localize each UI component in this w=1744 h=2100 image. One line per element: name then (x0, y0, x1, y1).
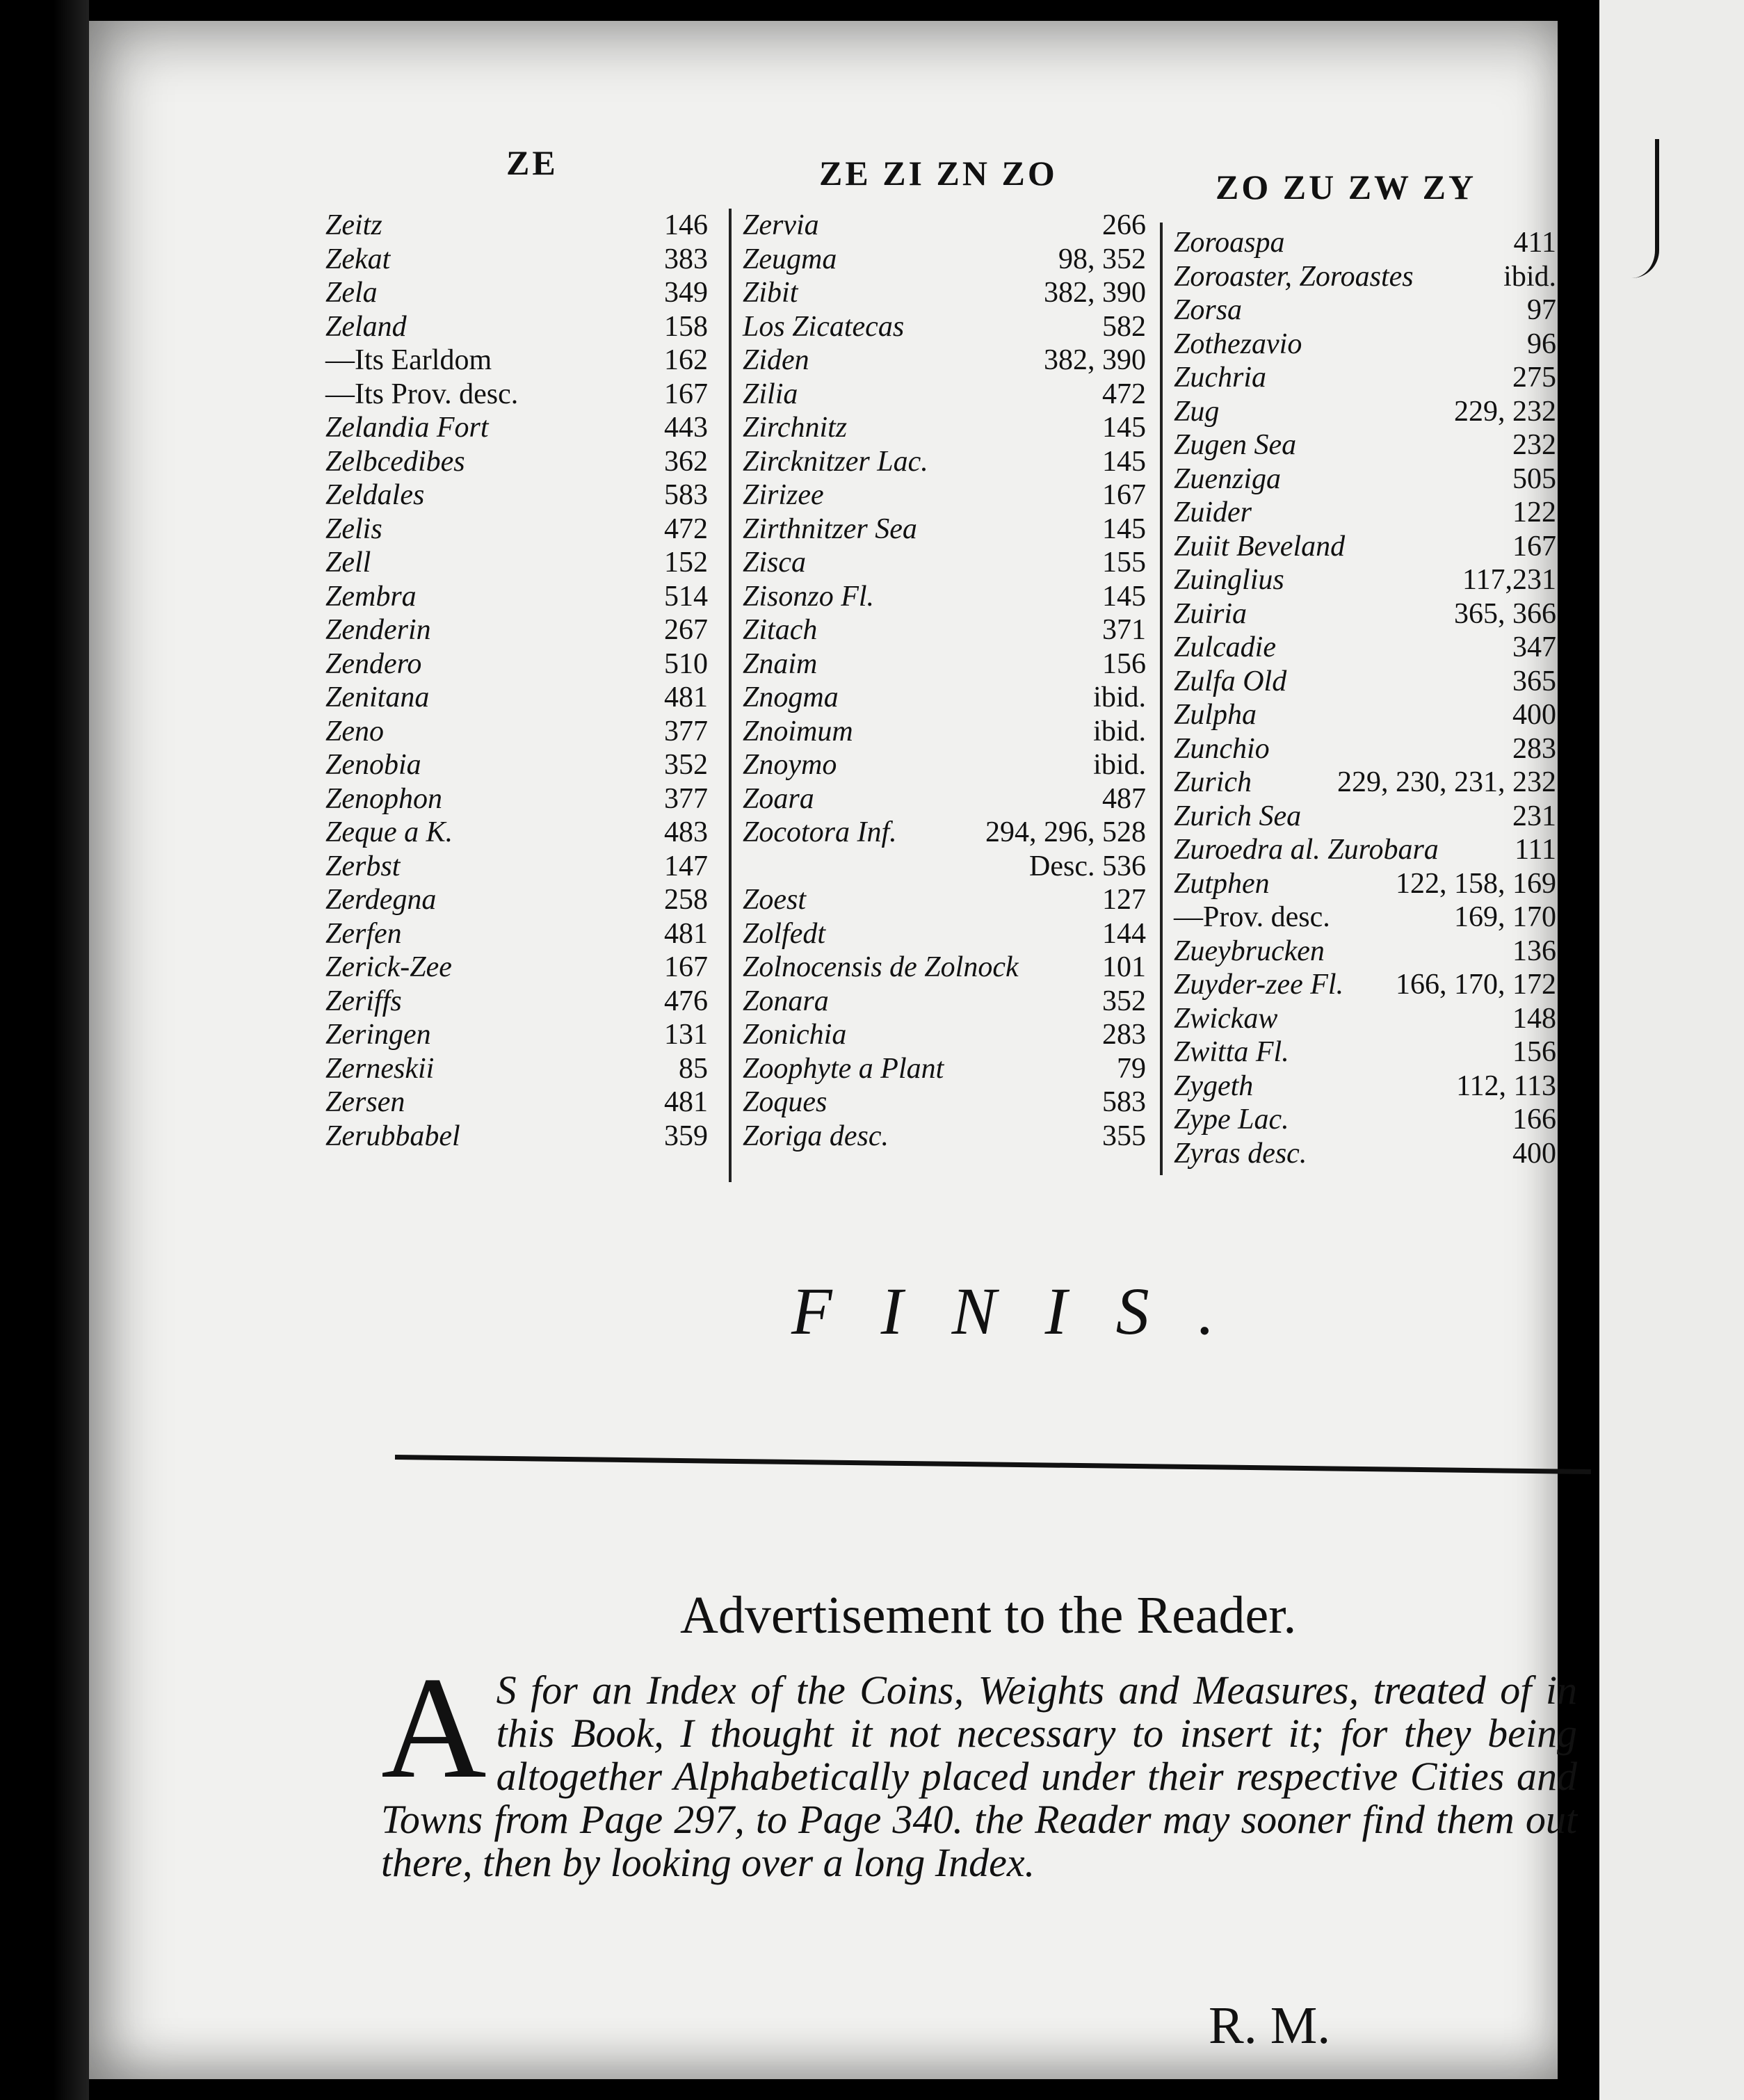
index-entry-name: Zelis (325, 512, 382, 545)
index-entry-page: 583 (664, 479, 708, 511)
index-entry-name: Zircknitzer Lac. (743, 445, 928, 478)
index-entry-name: Zeland (325, 310, 407, 343)
index-entry-name: Zueybrucken (1174, 935, 1325, 967)
index-entry (743, 344, 1146, 378)
index-entry-page: 146 (664, 209, 708, 241)
index-entry-page: 505 (1512, 462, 1556, 495)
index-entry-page: 155 (1102, 547, 1146, 579)
index-entry-name: Zulfa Old (1174, 665, 1287, 697)
index-entry-page: 158 (664, 310, 708, 343)
index-entry (743, 411, 1146, 445)
column-divider (1160, 223, 1163, 1175)
index-column-2 (743, 209, 1146, 1153)
index-entry-page: 514 (664, 580, 708, 613)
index-entry (325, 478, 708, 512)
index-entry-page: 98, 352 (1058, 243, 1146, 275)
index-entry-name: Zwickaw (1174, 1002, 1278, 1035)
index-entry-name: Zoest (743, 884, 807, 916)
index-entry-page: 148 (1512, 1002, 1556, 1035)
index-entry-page: 167 (1102, 479, 1146, 511)
index-entry (1174, 900, 1556, 935)
index-entry (325, 310, 708, 344)
index-entry-name: Zuyder-zee Fl. (1174, 969, 1344, 1001)
index-entry (1174, 328, 1556, 362)
index-entry-page: 266 (1102, 209, 1146, 241)
index-entry (743, 850, 1146, 884)
index-entry-name: Zulcadie (1174, 631, 1276, 663)
index-entry-page: 352 (664, 749, 708, 781)
index-entry-name: Zendero (325, 647, 422, 680)
index-entry (1174, 968, 1556, 1002)
index-entry (325, 613, 708, 647)
index-entry (743, 782, 1146, 816)
index-entry-page: 156 (1512, 1036, 1556, 1068)
index-entry (1174, 293, 1556, 328)
index-entry-name: Zirizee (743, 479, 824, 511)
index-entry-name: Zersen (325, 1086, 405, 1118)
index-entry-page: 377 (664, 782, 708, 815)
index-entry-name: Zoroaster, Zoroastes (1174, 260, 1414, 293)
index-entry-page: 294, 296, 528 (985, 816, 1146, 848)
index-entry-name: Zype Lac. (1174, 1104, 1289, 1136)
index-entry (1174, 395, 1556, 429)
index-entry-page: 583 (1102, 1086, 1146, 1118)
index-entry (325, 985, 708, 1019)
index-entry (743, 1018, 1146, 1052)
index-entry-page: 362 (664, 445, 708, 478)
index-entry-page: 145 (1102, 580, 1146, 613)
index-entry-page: 347 (1512, 631, 1556, 663)
index-entry-page: 371 (1102, 614, 1146, 646)
index-entry-page: 229, 232 (1454, 395, 1556, 428)
index-entry-name: Zibit (743, 277, 798, 309)
index-entry-page: 166, 170, 172 (1396, 969, 1556, 1001)
index-entry (325, 883, 708, 917)
index-entry (1174, 563, 1556, 597)
index-entry (743, 512, 1146, 547)
index-entry (743, 209, 1146, 243)
index-entry-name: Zervia (743, 209, 819, 241)
index-entry-name: Zoophyte a Plant (743, 1052, 944, 1085)
index-entry-name: Zoriga desc. (743, 1120, 889, 1152)
index-entry-name: Zela (325, 277, 378, 309)
index-entry-name: —Its Prov. desc. (325, 378, 519, 410)
index-entry (743, 1120, 1146, 1154)
index-entry (1174, 1002, 1556, 1036)
index-entry-page: 481 (664, 681, 708, 713)
index-entry-name: Zenobia (325, 749, 421, 781)
index-entry-page: 96 (1527, 328, 1556, 360)
index-entry-page: 481 (664, 917, 708, 950)
index-entry-page: 383 (664, 243, 708, 275)
index-entry (743, 883, 1146, 917)
index-entry-page: 111 (1515, 834, 1556, 866)
index-entry-name: Zuroedra al. Zurobara (1174, 834, 1439, 866)
index-entry-page: 144 (1102, 917, 1146, 950)
index-entry-name: Zuider (1174, 496, 1252, 528)
index-entry (325, 580, 708, 614)
index-entry-name: Zurich (1174, 766, 1252, 798)
index-entry (743, 613, 1146, 647)
index-entry (1174, 428, 1556, 462)
index-entry (325, 917, 708, 951)
index-entry-name: Zwitta Fl. (1174, 1036, 1289, 1068)
advertisement-title: Advertisement to the Reader. (680, 1586, 1297, 1645)
index-entry-page: ibid. (1093, 681, 1146, 713)
index-entry (1174, 698, 1556, 732)
index-entry-name: Los Zicatecas (743, 310, 905, 343)
index-entry-page: 169, 170 (1454, 901, 1556, 933)
index-entry-name: Zenitana (325, 681, 430, 713)
index-entry-page: 167 (1512, 530, 1556, 563)
index-entry-name: Zug (1174, 395, 1220, 428)
index-entry (1174, 833, 1556, 867)
index-entry (1174, 1137, 1556, 1171)
index-entry (325, 850, 708, 884)
index-entry (1174, 935, 1556, 969)
index-entry-page: 349 (664, 277, 708, 309)
index-entry (325, 951, 708, 985)
facing-page-mark (1613, 139, 1659, 278)
index-entry-name: Zorsa (1174, 294, 1243, 326)
index-entry-name: Zerdegna (325, 884, 437, 916)
finis-heading: FINIS. (791, 1274, 1263, 1348)
index-entry (325, 681, 708, 715)
index-entry (325, 276, 708, 310)
signature: R. M. (1209, 1996, 1331, 2055)
index-entry-name: Zuiit Beveland (1174, 530, 1346, 563)
index-entry-page: 487 (1102, 782, 1146, 815)
index-entry-page: 166 (1512, 1104, 1556, 1136)
index-entry (325, 816, 708, 850)
index-entry (743, 816, 1146, 850)
index-entry (1174, 597, 1556, 631)
index-entry-name: Ziden (743, 344, 809, 376)
index-entry-name: Zuchria (1174, 362, 1267, 394)
index-entry-page: 97 (1527, 294, 1556, 326)
index-entry-name: Zembra (325, 580, 417, 613)
index-entry-name: Zutphen (1174, 867, 1270, 900)
index-entry (743, 917, 1146, 951)
index-entry-name: Zonara (743, 985, 829, 1017)
index-entry (325, 344, 708, 378)
index-entry-page: 283 (1102, 1019, 1146, 1051)
index-entry-page: 510 (664, 647, 708, 680)
index-entry (743, 310, 1146, 344)
index-entry-name: Zeldales (325, 479, 425, 511)
index-entry-name: Zeque a K. (325, 816, 453, 848)
index-column-1 (325, 209, 708, 1153)
index-entry-page: 232 (1512, 429, 1556, 461)
index-entry-page: 352 (1102, 985, 1146, 1017)
index-entry (743, 1085, 1146, 1120)
index-entry-page: 101 (1102, 951, 1146, 983)
index-entry (325, 209, 708, 243)
index-entry-page: ibid. (1093, 749, 1146, 781)
index-entry (325, 546, 708, 580)
index-entry (743, 748, 1146, 782)
index-entry-name: Zeitz (325, 209, 382, 241)
index-entry (743, 951, 1146, 985)
index-entry (743, 243, 1146, 277)
index-entry-page: 156 (1102, 647, 1146, 680)
index-entry-page: 267 (664, 614, 708, 646)
index-entry-name: Zyras desc. (1174, 1137, 1307, 1170)
index-entry (743, 681, 1146, 715)
index-entry-page: 443 (664, 412, 708, 444)
index-entry-name: Zeriffs (325, 985, 402, 1017)
index-entry-name: Zunchio (1174, 732, 1270, 765)
index-entry (325, 1120, 708, 1154)
index-entry-name: Zirchnitz (743, 412, 848, 444)
index-entry (743, 1052, 1146, 1086)
index-entry (325, 715, 708, 749)
index-entry (1174, 766, 1556, 800)
column-divider (729, 209, 732, 1182)
index-entry-name: —Its Earldom (325, 344, 492, 376)
index-entry-page: ibid. (1503, 260, 1556, 293)
index-entry-name: Zolnocensis de Zolnock (743, 951, 1019, 983)
index-entry (1174, 631, 1556, 665)
index-entry-page: 283 (1512, 732, 1556, 765)
index-entry-page: 79 (1117, 1052, 1146, 1085)
advertisement-text: S for an Index of the Coins, Weights and Measures, treated of in this Book, I thought it not necessary to insert it; for they being altogether Alphabetically placed under their respective Cities and Towns from Page 297, to Page 340. the Reader may sooner find them out there, then by looking over a long Index. (381, 1667, 1577, 1885)
index-entry-page: 117,231 (1462, 564, 1556, 596)
index-entry (325, 1052, 708, 1086)
index-entry-name: Zeugma (743, 243, 837, 275)
index-entry-page: 112, 113 (1456, 1069, 1556, 1102)
index-entry-name: Zisonzo Fl. (743, 580, 875, 613)
index-entry-page: 167 (664, 951, 708, 983)
index-entry-name: —Prov. desc. (1174, 901, 1330, 933)
index-entry (1174, 361, 1556, 395)
index-entry-name: Zeno (325, 715, 384, 748)
index-entry (325, 748, 708, 782)
index-entry (1174, 1069, 1556, 1104)
index-entry-page: 145 (1102, 512, 1146, 545)
index-entry-name: Zoroaspa (1174, 227, 1285, 259)
index-entry (1174, 867, 1556, 901)
header-middle: ZE ZI ZN ZO (819, 154, 1058, 193)
index-entry (743, 445, 1146, 479)
index-entry (1174, 226, 1556, 260)
index-entry-name: Zerfen (325, 917, 402, 950)
index-entry (743, 546, 1146, 580)
index-entry (743, 985, 1146, 1019)
index-entry-page: 377 (664, 715, 708, 748)
index-entry-name: Zygeth (1174, 1069, 1254, 1102)
index-entry-name: Zilia (743, 378, 798, 410)
index-entry-name: Zerbst (325, 850, 401, 882)
index-entry-name: Znogma (743, 681, 839, 713)
index-entry (325, 445, 708, 479)
index-entry-page: 231 (1512, 800, 1556, 832)
index-entry-page: Desc. 536 (1029, 850, 1146, 882)
index-entry (1174, 1035, 1556, 1069)
drop-cap: A (381, 1647, 487, 1809)
index-entry-name: Zolfedt (743, 917, 826, 950)
index-entry-page: 472 (664, 512, 708, 545)
index-entry (1174, 732, 1556, 766)
index-entry-page: 400 (1512, 699, 1556, 731)
header-left: ZE (506, 143, 558, 182)
index-entry (743, 478, 1146, 512)
index-entry-page: 147 (664, 850, 708, 882)
index-entry-page: 127 (1102, 884, 1146, 916)
index-entry-name: Zugen Sea (1174, 429, 1297, 461)
index-entry-page: 258 (664, 884, 708, 916)
left-margin-shadow (0, 0, 89, 2100)
index-entry-page: 229, 230, 231, 232 (1337, 766, 1556, 798)
index-entry-page: 152 (664, 547, 708, 579)
index-entry-name: Zoques (743, 1086, 827, 1118)
index-entry-name: Zitach (743, 614, 818, 646)
index-entry-page: 85 (679, 1052, 708, 1085)
index-entry-page: 472 (1102, 378, 1146, 410)
index-entry-name: Zeringen (325, 1019, 431, 1051)
index-entry (325, 1018, 708, 1052)
index-entry-name: Znaim (743, 647, 818, 680)
index-entry (325, 512, 708, 547)
index-entry-page: 382, 390 (1044, 277, 1146, 309)
index-entry-name: Znoymo (743, 749, 837, 781)
index-entry-name: Zirthnitzer Sea (743, 512, 917, 545)
index-entry (325, 378, 708, 412)
index-column-3 (1174, 226, 1556, 1170)
index-entry-page: 355 (1102, 1120, 1146, 1152)
index-entry-page: 145 (1102, 412, 1146, 444)
index-entry (325, 243, 708, 277)
index-entry-page: 145 (1102, 445, 1146, 478)
index-entry-page: 481 (664, 1086, 708, 1118)
book-page (89, 21, 1577, 2079)
index-entry (743, 715, 1146, 749)
index-entry-name: Zoara (743, 782, 814, 815)
index-entry-page: 365 (1512, 665, 1556, 697)
index-entry (325, 411, 708, 445)
index-entry-name: Zenophon (325, 782, 442, 815)
index-entry-page: 359 (664, 1120, 708, 1152)
index-entry-name: Zurich Sea (1174, 800, 1302, 832)
index-entry (1174, 496, 1556, 530)
index-entry (1174, 800, 1556, 834)
index-entry (1174, 1103, 1556, 1137)
index-entry (325, 1085, 708, 1120)
index-entry-name: Zulpha (1174, 699, 1257, 731)
horizontal-rule (395, 1455, 1591, 1474)
facing-page-edge (1599, 0, 1744, 2100)
index-entry-name: Zuiria (1174, 597, 1248, 630)
index-entry (743, 647, 1146, 681)
index-entry-name: Zerubbabel (325, 1120, 460, 1152)
index-entry-name: Zocotora Inf. (743, 816, 897, 848)
index-entry (1174, 462, 1556, 496)
header-right: ZO ZU ZW ZY (1216, 168, 1477, 207)
index-entry-name: Zisca (743, 547, 807, 579)
index-entry-name: Znoimum (743, 715, 853, 748)
index-entry (1174, 530, 1556, 564)
index-entry-page: ibid. (1093, 715, 1146, 748)
index-entry-page: 411 (1513, 227, 1556, 259)
index-entry-page: 136 (1512, 935, 1556, 967)
index-entry-name: Zekat (325, 243, 391, 275)
index-entry-page: 167 (664, 378, 708, 410)
index-entry (743, 276, 1146, 310)
index-entry-name: Zerick-Zee (325, 951, 452, 983)
index-entry-page: 483 (664, 816, 708, 848)
index-entry-name: Zerneskii (325, 1052, 435, 1085)
index-entry-page: 476 (664, 985, 708, 1017)
index-entry (743, 378, 1146, 412)
index-entry-name: Zelbcedibes (325, 445, 465, 478)
index-entry-page: 365, 366 (1454, 597, 1556, 630)
index-entry (325, 782, 708, 816)
index-entry-name: Zuinglius (1174, 564, 1284, 596)
index-entry (1174, 665, 1556, 699)
index-entry-name: Zelandia Fort (325, 412, 489, 444)
index-entry-name: Zonichia (743, 1019, 847, 1051)
index-entry-page: 131 (664, 1019, 708, 1051)
index-entry-page: 382, 390 (1044, 344, 1146, 376)
index-entry-page: 122, 158, 169 (1396, 867, 1556, 900)
index-entry-name: Zenderin (325, 614, 431, 646)
index-entry (325, 647, 708, 681)
index-entry-page: 162 (664, 344, 708, 376)
index-entry-page: 275 (1512, 362, 1556, 394)
index-entry-name: Zuenziga (1174, 462, 1282, 495)
index-entry (1174, 260, 1556, 294)
index-entry-page: 400 (1512, 1137, 1556, 1170)
index-entry-name: Zell (325, 547, 371, 579)
index-entry-page: 582 (1102, 310, 1146, 343)
index-entry (743, 580, 1146, 614)
advertisement-body (381, 1647, 1577, 1885)
index-entry-page: 122 (1512, 496, 1556, 528)
index-entry-name: Zothezavio (1174, 328, 1302, 360)
